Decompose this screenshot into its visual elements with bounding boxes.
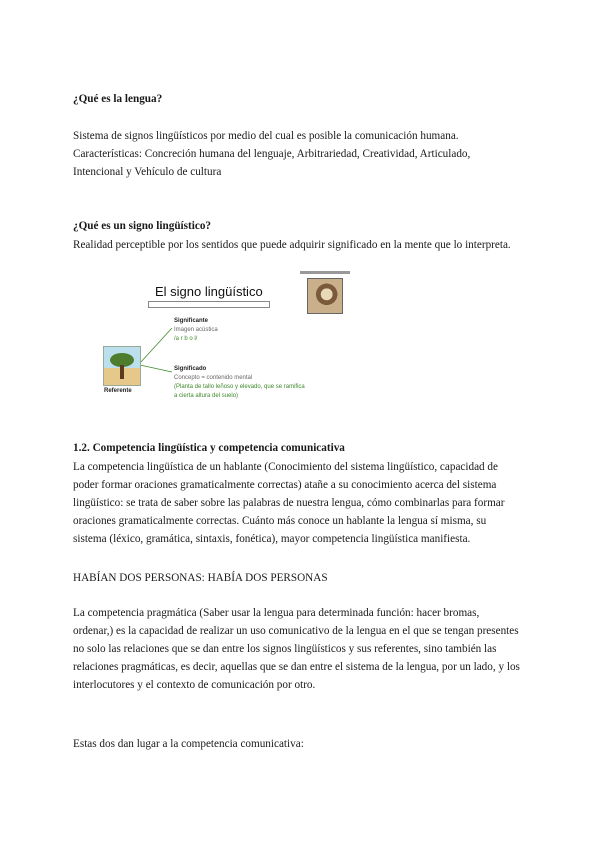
heading-signo-linguistico: ¿Qué es un signo lingüístico? [73, 220, 212, 232]
connector-significante [140, 328, 172, 363]
significado-label: Significado [174, 366, 207, 372]
connector-significado [140, 365, 172, 372]
closing-line: Estas dos dan lugar a la competencia comunicativa: [73, 738, 304, 750]
paragraph-lengua [73, 127, 533, 181]
paragraph-competencia-linguistica [73, 458, 533, 548]
significante-line2: /a r b o l/ [174, 336, 198, 342]
heading-competencia: 1.2. Competencia lingüística y competencia comunicativa [73, 442, 345, 454]
text-line: relaciones pragmáticas, es decir, aquellas que se dan entre el sistema de la lengua, por un lado, y los [73, 661, 520, 673]
tree-image [103, 346, 141, 386]
text-line: ordenar,) es la capacidad de realizar un uso comunicativo de la lengua en el que se tengan presentes [73, 625, 519, 637]
example-sentence: HABÍAN DOS PERSONAS: HABÍA DOS PERSONAS [73, 572, 328, 584]
text-line: poder formar oraciones gramaticalmente correctas) atañe a su conocimiento acerca del sistema [73, 479, 497, 491]
text-line: La competencia pragmática (Saber usar la lengua para determinada función: hacer bromas, [73, 607, 480, 619]
tree-trunk [120, 365, 124, 379]
significado-line2: (Planta de tallo leñoso y elevado, que se ramifica [174, 384, 305, 390]
paragraph-competencia-pragmatica [73, 604, 543, 694]
heading-que-es-la-lengua: ¿Qué es la lengua? [73, 93, 163, 105]
text-line: lingüístico: se trata de saber sobre las palabras de nuestra lengua, cómo combinarlas para formar [73, 497, 505, 509]
text-line: Características: Concreción humana del lenguaje, Arbitrariedad, Creatividad, Articulado, [73, 148, 471, 160]
significante-line1: Imagen acústica [174, 327, 218, 333]
signo-linguistico-figure [100, 268, 400, 408]
text-line: Sistema de signos lingüísticos por medio del cual es posible la comunicación humana. [73, 130, 459, 142]
paragraph-signo: Realidad perceptible por los sentidos que puede adquirir significado en la mente que lo interpreta. [73, 239, 511, 251]
text-line: La competencia lingüística de un hablante (Conocimiento del sistema lingüístico, capacidad de [73, 461, 498, 473]
significado-line1: Concepto = contenido mental [174, 375, 253, 381]
text-line: no solo las relaciones que se dan entre los signos lingüísticos y sus referentes, sino también las [73, 643, 497, 655]
text-line: sistema (léxico, gramática, sintaxis, fonética), mayor competencia lingüística manifiesta. [73, 533, 471, 545]
text-line: Intencional y Vehículo de cultura [73, 166, 222, 178]
referente-label: Referente [104, 388, 132, 394]
significante-label: Significante [174, 318, 209, 324]
text-line: oraciones gramaticalmente correctas. Cuánto más conoce un hablante la lengua sí misma, su [73, 515, 487, 527]
significado-line3: a cierta altura del suelo) [174, 393, 239, 399]
text-line: interlocutores y el contexto de comunicación por otro. [73, 679, 316, 691]
figure-title: El signo lingüístico [155, 284, 263, 299]
